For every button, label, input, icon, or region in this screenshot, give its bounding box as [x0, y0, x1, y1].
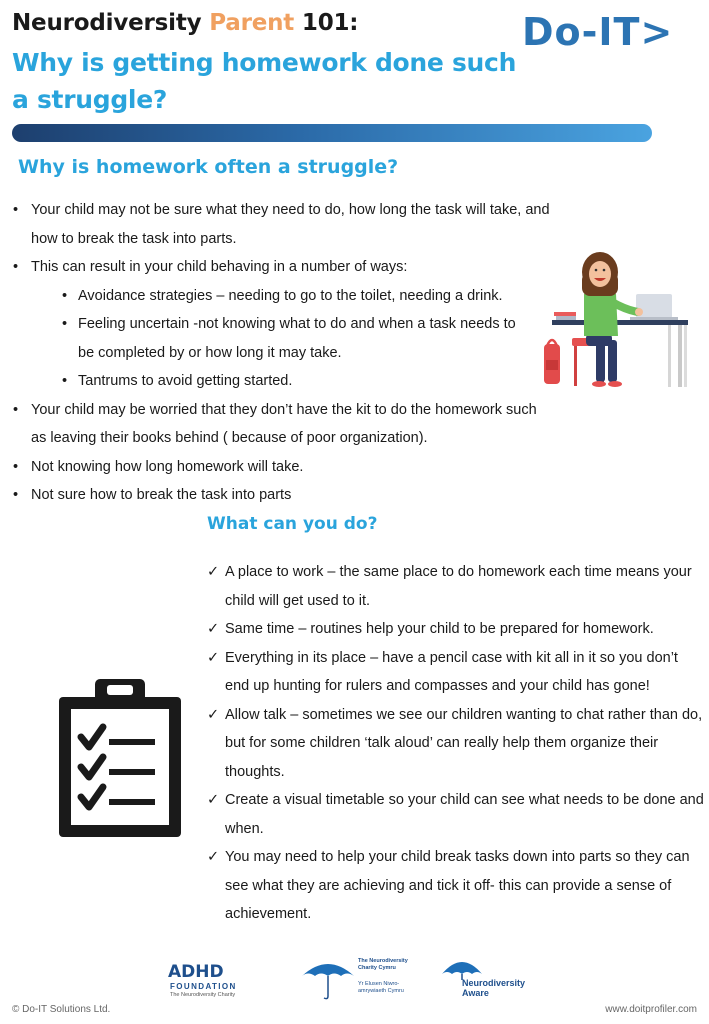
- girl-at-desk-icon: [538, 250, 690, 390]
- website-text: www.doitprofiler.com: [605, 1004, 697, 1015]
- adhd-foundation-logo: [168, 962, 258, 1002]
- sub-bullet-item: • Tantrums to avoid getting started.: [10, 367, 550, 396]
- charity-name: The Neurodiversity Charity Cymru: [358, 958, 408, 971]
- neurodiversity-aware-logo: [440, 954, 550, 1000]
- bullet-item: • Your child may be worried that they don’t have the kit to do the homework such as leaving their books behind ( because of poor organization).: [10, 396, 550, 453]
- sub-bullet-item: • Feeling uncertain -not knowing what to do and when a task needs to be completed by or how long it may take.: [10, 310, 550, 367]
- series-prefix: Neurodiversity: [12, 10, 210, 36]
- series-suffix: 101:: [294, 10, 359, 36]
- check-icon: ✓: [207, 649, 220, 666]
- charity-name-welsh: Yr Elusen Niwro-amrywiaeth Cymru: [358, 981, 404, 994]
- logo-text: Do-IT>: [522, 10, 674, 54]
- bullet-item: • Not knowing how long homework will take.: [10, 453, 550, 482]
- aware-line-1: Neurodiversity: [462, 978, 526, 988]
- check-icon: ✓: [207, 849, 220, 865]
- bullet-item: • Your child may not be sure what they need to do, how long the task will take, and how to break the task into parts.: [10, 196, 550, 253]
- umbrella-icon: [440, 954, 484, 980]
- copyright-text: © Do-IT Solutions Ltd.: [12, 1004, 111, 1015]
- sub-bullet-item: • Avoidance strategies – needing to go to the toilet, needing a drink.: [10, 282, 550, 311]
- bullet-item: • Not sure how to break the task into parts: [10, 481, 550, 510]
- neurodiversity-charity-cymru-logo: [300, 956, 410, 1002]
- umbrella-icon: [300, 956, 356, 1000]
- checklist-item: [205, 843, 705, 929]
- section-heading-struggle: Why is homework often a struggle?: [18, 156, 399, 178]
- adhd-logo-main: ADHD: [168, 962, 224, 982]
- partner-logos: [160, 952, 560, 1002]
- checklist-item-text: You may need to help your child break tasks down into parts so they can see what they are achieving and tick it off- this can provide a sense of achievement.: [225, 849, 690, 922]
- checklist-item-text: Create a visual timetable so your child can see what needs to be done and when.: [225, 792, 704, 837]
- check-icon: ✓: [207, 564, 220, 580]
- checklist-item: [205, 786, 705, 843]
- page-title: Why is getting homework done such a struggle?: [12, 48, 517, 114]
- tips-checklist: [205, 558, 705, 929]
- series-accent: Parent: [209, 10, 295, 36]
- adhd-logo-tag: The Neurodiversity Charity: [170, 992, 236, 998]
- series-label: [12, 10, 358, 36]
- aware-line-2: Aware: [462, 988, 489, 998]
- check-icon: ✓: [207, 792, 220, 808]
- aware-text: [462, 978, 525, 998]
- do-it-logo: [522, 10, 692, 58]
- bullet-item: • This can result in your child behaving in a number of ways:: [10, 253, 550, 282]
- check-icon: ✓: [207, 621, 220, 637]
- adhd-logo-sub: FOUNDATION: [170, 982, 237, 991]
- struggle-bullet-list: [10, 196, 550, 510]
- check-icon: ✓: [207, 706, 220, 723]
- checklist-item: [205, 558, 705, 615]
- section-heading-what-can-you-do: What can you do?: [207, 514, 378, 534]
- checklist-item-text: A place to work – the same place to do homework each time means your child will get used to it.: [225, 564, 692, 609]
- clipboard-checklist-icon: [55, 675, 185, 840]
- checklist-item: [205, 644, 705, 701]
- checklist-item-text: Allow talk – sometimes we see our children wanting to chat rather than do, but for some children ‘talk aloud’ can really help them organize their thoughts.: [225, 706, 703, 780]
- checklist-item: [205, 615, 705, 644]
- header-divider-bar: [12, 124, 652, 142]
- checklist-item: [205, 701, 705, 787]
- checklist-item-text: Same time – routines help your child to be prepared for homework.: [225, 621, 654, 637]
- checklist-item-text: Everything in its place – have a pencil case with kit all in it so you don’t end up hunting for rulers and compasses and your child has gone!: [225, 649, 678, 694]
